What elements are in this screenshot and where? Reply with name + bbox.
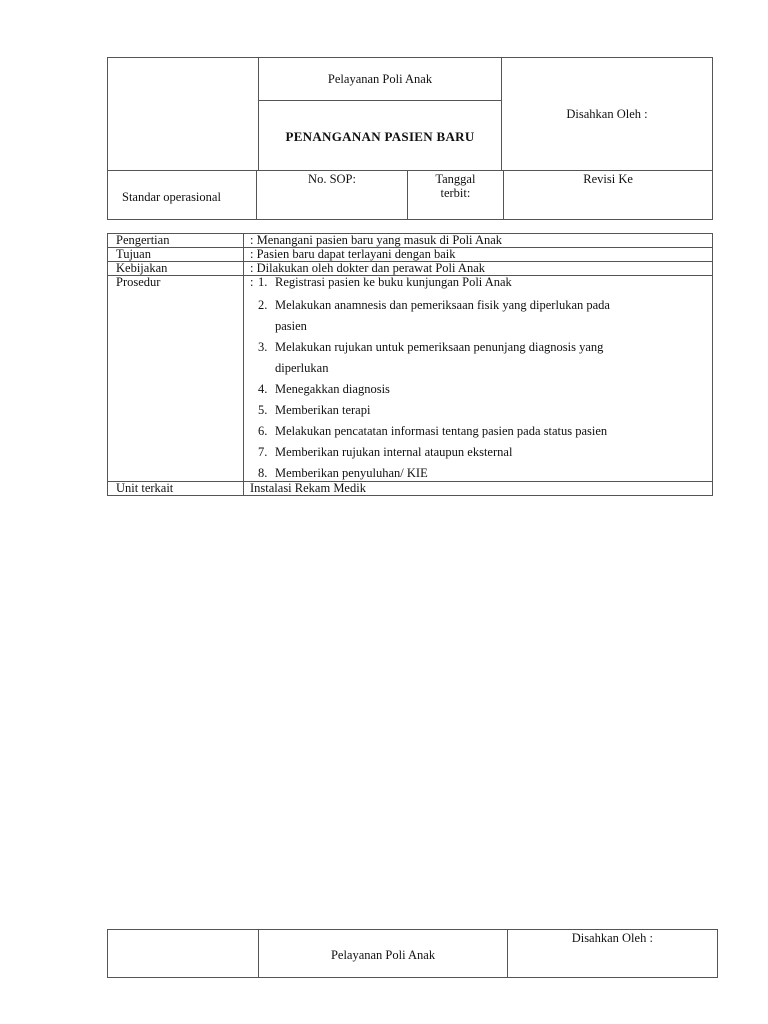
revision-label: Revisi Ke [504,171,713,220]
issue-date-label-line1: Tanggal [435,172,476,186]
purpose-value: : Pasien baru dapat terlayani dengan baik [244,248,713,262]
procedure-value [244,276,713,482]
next-page-header-table [107,929,718,978]
definition-label: Pengertian [108,234,244,248]
next-unit-name: Pelayanan Poli Anak [259,930,507,978]
standard-label: Standar operasional [108,171,257,220]
procedure-steps [258,276,610,481]
procedure-step: 5. Memberikan terapi [258,403,371,417]
row-policy [108,262,713,276]
related-unit-label: Unit terkait [108,482,244,496]
procedure-label: Prosedur [108,276,244,482]
next-logo-cell [108,930,259,978]
procedure-prefix: : [250,275,254,289]
related-unit-value: Instalasi Rekam Medik [244,482,713,496]
sop-header-table [107,57,713,171]
approved-by: Disahkan Oleh : [502,58,713,171]
policy-label: Kebijakan [108,262,244,276]
procedure-step: 2. Melakukan anamnesis dan pemeriksaan fisik yang diperlukan pada pasien [258,298,610,333]
logo-cell [108,58,259,171]
policy-value: : Dilakukan oleh dokter dan perawat Poli Anak [244,262,713,276]
unit-name: Pelayanan Poli Anak [327,72,433,86]
procedure-step: 7. Memberikan rujukan internal ataupun eksternal [258,445,513,459]
sop-body-table [107,233,713,496]
row-related-unit [108,482,713,496]
issue-date-label [407,171,504,220]
definition-value: : Menangani pasien baru yang masuk di Poli Anak [244,234,713,248]
procedure-step: 8. Memberikan penyuluhan/ KIE [258,466,428,480]
procedure-step: 1. Registrasi pasien ke buku kunjungan Poli Anak [258,275,512,289]
purpose-label: Tujuan [108,248,244,262]
sop-number-label: No. SOP: [257,171,407,220]
row-definition [108,234,713,248]
row-purpose [108,248,713,262]
next-approved-by: Disahkan Oleh : [507,930,717,978]
procedure-step: 4. Menegakkan diagnosis [258,382,390,396]
sop-meta-table [107,170,713,220]
document-title: PENANGANAN PASIEN BARU [259,100,501,170]
row-procedure [108,276,713,482]
unit-name-cell [259,58,502,171]
procedure-step: 6. Melakukan pencatatan informasi tentang pasien pada status pasien [258,424,608,438]
issue-date-label-line2: terbit: [440,186,471,200]
procedure-step: 3. Melakukan rujukan untuk pemeriksaan penunjang diagnosis yang diperlukan [258,340,604,375]
